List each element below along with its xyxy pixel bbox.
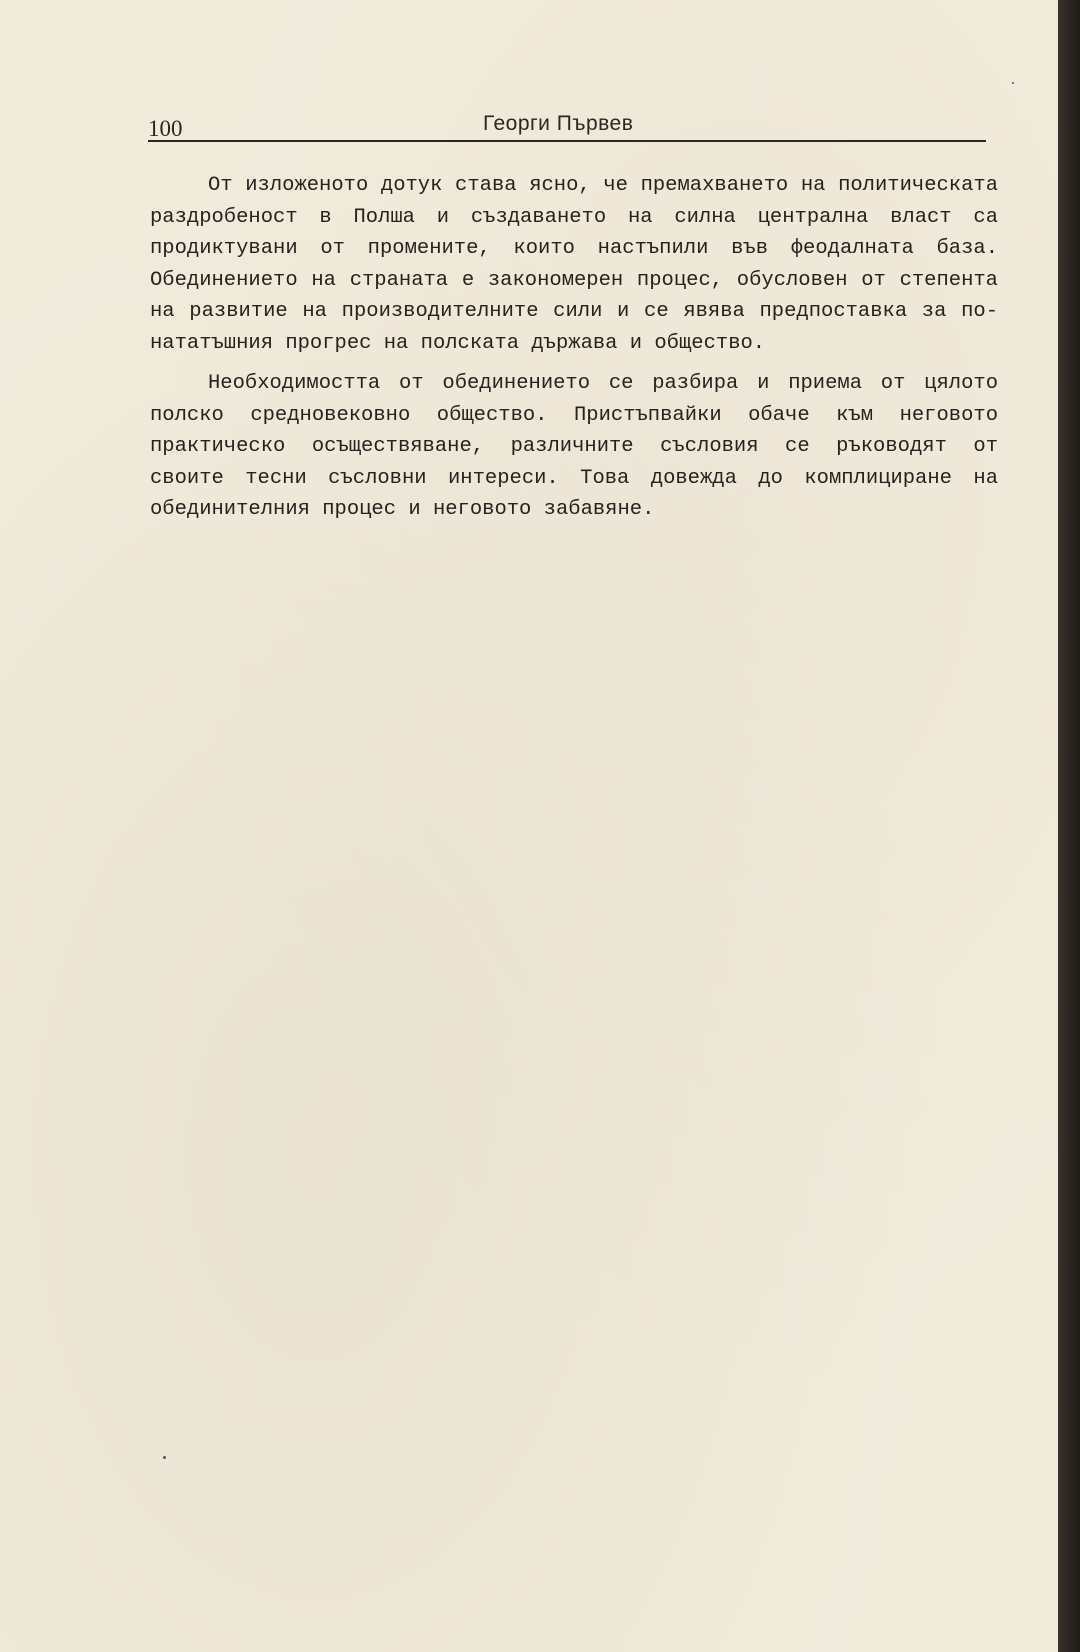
header-rule bbox=[148, 140, 986, 142]
scan-edge bbox=[1058, 0, 1080, 1652]
page-number: 100 bbox=[148, 116, 183, 141]
running-title: Георги Първев bbox=[483, 112, 634, 135]
body-text bbox=[150, 170, 998, 535]
speck bbox=[163, 1456, 166, 1459]
paragraph: От изложеното дотук става ясно, че премахването на политическата раздробеност в Полша и създаването на силна централна власт са продиктувани от промените, които настъпили във феодалната база. Обединението на страната е закономерен процес, обусловен от степента на развитие на производителните сили и се явява предпоставка за по-нататъшния прогрес на полската държава и общество. bbox=[150, 174, 998, 355]
paragraph: Необходимостта от обединението се разбира и приема от цялото полско средновековно общество. Пристъпвайки обаче към неговото практическо осъществяване, различните съсловия се ръководят от своите тесни съсловни интереси. Това довежда до комплициране на обединителния процес и неговото забавяне. bbox=[150, 372, 998, 521]
page-header bbox=[148, 110, 986, 144]
speck bbox=[1012, 82, 1014, 84]
